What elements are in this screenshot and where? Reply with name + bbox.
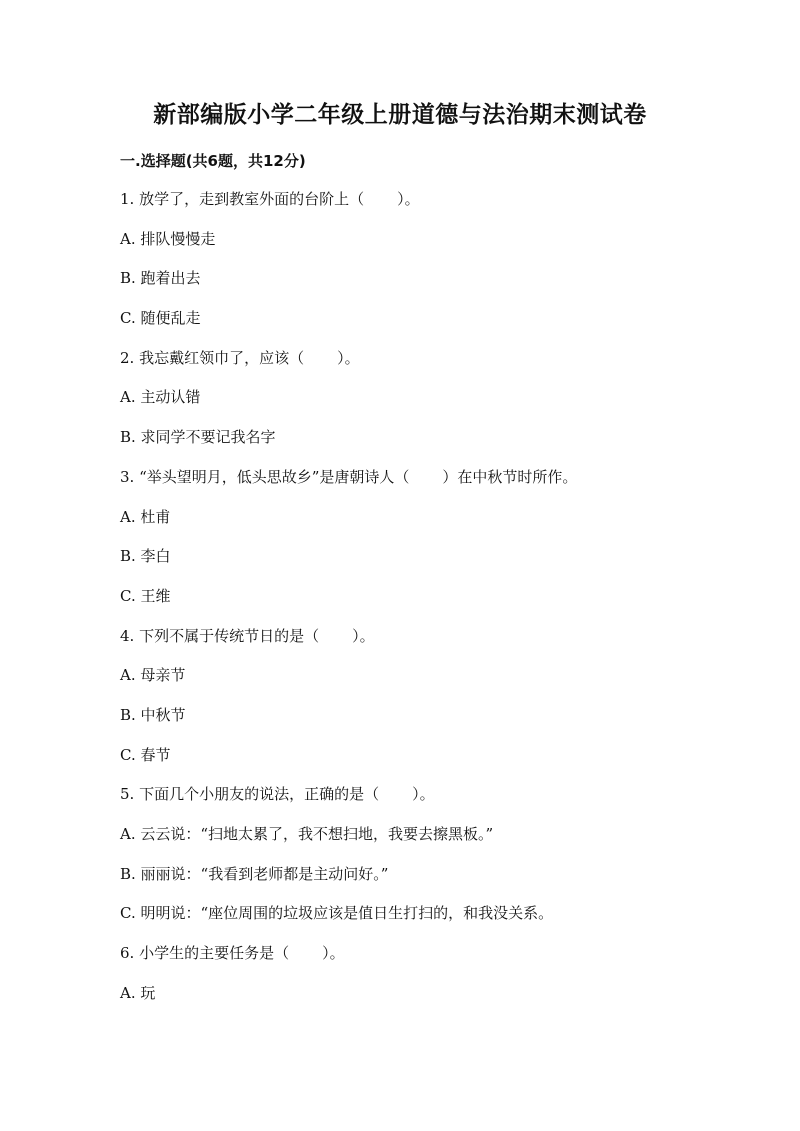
question-stem-after: ）。 bbox=[412, 785, 435, 804]
option-3-c: C. 王维 bbox=[120, 586, 171, 605]
section-heading: 一.选择题(共6题，共12分) bbox=[120, 152, 306, 170]
question-6 bbox=[120, 943, 720, 983]
question-1 bbox=[120, 189, 720, 229]
option-5-b: B. 丽丽说：“我看到老师都是主动问好。” bbox=[120, 864, 389, 883]
question-stem-before: 3. “举头望明月，低头思故乡”是唐朝诗人（ bbox=[120, 467, 410, 486]
question-stem-after: ）。 bbox=[352, 626, 375, 645]
page-title: 新部编版小学二年级上册道德与法治期末测试卷 bbox=[153, 102, 647, 128]
question-5 bbox=[120, 784, 720, 824]
question-stem-after: ）。 bbox=[337, 348, 360, 367]
question-stem-before: 4. 下列不属于传统节日的是（ bbox=[120, 626, 320, 645]
question-stem-before: 5. 下面几个小朋友的说法，正确的是（ bbox=[120, 785, 380, 804]
option-1-c: C. 随便乱走 bbox=[120, 309, 201, 328]
option-4-c: C. 春节 bbox=[120, 745, 171, 764]
option-2-b: B. 求同学不要记我名字 bbox=[120, 428, 276, 447]
option-4-a: A. 母亲节 bbox=[120, 666, 186, 685]
option-5-a: A. 云云说：“扫地太累了，我不想扫地，我要去擦黑板。” bbox=[120, 825, 494, 843]
option-1-b: B. 跑着出去 bbox=[120, 269, 201, 288]
question-stem-after: ）。 bbox=[397, 190, 420, 208]
option-1-a: A. 排队慢慢走 bbox=[120, 229, 216, 248]
question-stem-before: 1. 放学了，走到教室外面的台阶上（ bbox=[120, 190, 365, 208]
option-5-c: C. 明明说：“座位周围的垃圾应该是值日生打扫的，和我没关系。 bbox=[120, 904, 554, 923]
option-4-b: B. 中秋节 bbox=[120, 705, 186, 724]
option-3-a: A. 杜甫 bbox=[120, 507, 171, 526]
question-list bbox=[120, 189, 720, 1022]
question-stem-after: ）在中秋节时所作。 bbox=[442, 467, 578, 486]
question-3 bbox=[120, 467, 720, 507]
question-4 bbox=[120, 626, 720, 666]
question-stem-before: 6. 小学生的主要任务是（ bbox=[120, 944, 290, 963]
option-6-a: A. 玩 bbox=[120, 983, 156, 1002]
question-stem-after: ）。 bbox=[322, 944, 345, 963]
option-2-a: A. 主动认错 bbox=[120, 388, 201, 407]
question-2 bbox=[120, 348, 720, 388]
option-3-b: B. 李白 bbox=[120, 547, 171, 566]
question-stem-before: 2. 我忘戴红领巾了，应该（ bbox=[120, 348, 305, 367]
